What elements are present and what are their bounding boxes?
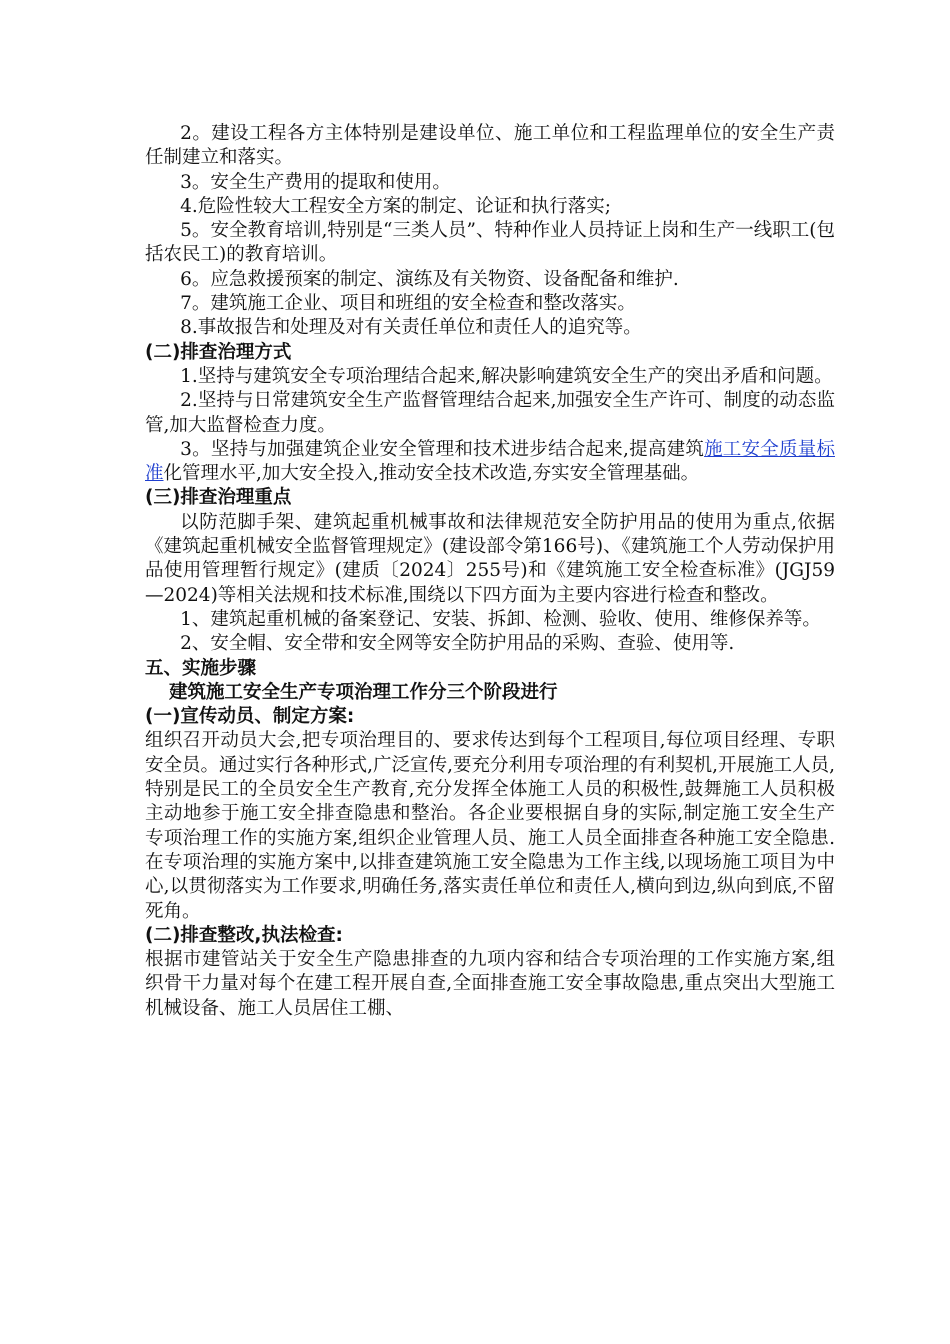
paragraph-item-2: 2。建设工程各方主体特别是建设单位、施工单位和工程监理单位的安全生产责任制建立和落实。: [145, 123, 835, 169]
paragraph-item-7: 7。建筑施工企业、项目和班组的安全检查和整改落实。: [180, 293, 636, 315]
paragraph-item-3: 3。安全生产费用的提取和使用。: [180, 171, 451, 193]
method-item-3-text-b: 化管理水平,加大安全投入,推动安全技术改造,夯实安全管理基础。: [163, 463, 700, 485]
method-item-3: [145, 438, 835, 487]
paragraph-item-4: 4.危险性较大工程安全方案的制定、论证和执行落实;: [180, 195, 612, 217]
stages-heading: 建筑施工安全生产专项治理工作分三个阶段进行: [169, 681, 558, 703]
focus-item-1: 1、建筑起重机械的备案登记、安装、拆卸、检测、验收、使用、维修保养等。: [180, 608, 821, 630]
stage-1-paragraph: 组织召开动员大会,把专项治理目的、要求传达到每个工程项目,每位项目经理、专职安全员。通过实行各种形式,广泛宣传,要充分利用专项治理的有利契机,开展施工人员,特别是民工的全员安全生产教育,充分发挥全体施工人员的积极性,鼓舞施工人员积极主动地参于施工安全排查隐患和整治。各企业要根据自身的实际,制定施工安全生产专项治理工作的实施方案,组织企业管理人员、施工人员全面排查各种施工安全隐患.在专项治理的实施方案中,以排查建筑施工安全隐患为工作主线,以现场施工项目为中心,以贯彻落实为工作要求,明确任务,落实责任单位和责任人,横向到边,纵向到底,不留死角。: [145, 730, 835, 922]
standard-link[interactable]: 施工安全质量标准: [145, 438, 835, 485]
paragraph-item-5: 5。安全教育培训,特别是“三类人员”、特种作业人员持证上岗和生产一线职工(包括农民工)的教育培训。: [145, 220, 835, 266]
section-heading-focus: (三)排查治理重点: [145, 487, 292, 509]
stage-2-paragraph: 根据市建管站关于安全生产隐患排查的九项内容和结合专项治理的工作实施方案,组织骨干力量对每个在建工程开展自查,全面排查施工安全事故隐患,重点突出大型施工机械设备、施工人员居住工棚、: [145, 949, 835, 1019]
document-body: [145, 122, 835, 1021]
stage-1-heading: (一)宣传动员、制定方案:: [145, 706, 355, 728]
stage-2-heading: (二)排查整改,执法检查:: [145, 924, 343, 946]
focus-paragraph: 以防范脚手架、建筑起重机械事故和法律规范安全防护用品的使用为重点,依据《建筑起重机械安全监督管理规定》(建设部令第166号)、《建筑施工个人劳动保护用品使用管理暂行规定》(建质〔2024〕255号)和《建筑施工安全检查标准》(JGJ59—2024)等相关法规和技术标准,围绕以下四方面为主要内容进行检查和整改。: [145, 511, 835, 606]
section-heading-steps: 五、实施步骤: [145, 657, 257, 679]
paragraph-item-6: 6。应急救援预案的制定、演练及有关物资、设备配备和维护.: [180, 268, 679, 290]
paragraph-item-8: 8.事故报告和处理及对有关责任单位和责任人的追究等。: [180, 317, 642, 339]
method-item-2: 2.坚持与日常建筑安全生产监督管理结合起来,加强安全生产许可、制度的动态监管,加大监督检查力度。: [145, 390, 835, 436]
method-item-1: 1.坚持与建筑安全专项治理结合起来,解决影响建筑安全生产的突出矛盾和问题。: [180, 365, 833, 387]
method-item-3-text-a: 3。坚持与加强建筑企业安全管理和技术进步结合起来,提高建筑: [180, 438, 705, 460]
section-heading-method: (二)排查治理方式: [145, 341, 292, 363]
focus-item-2: 2、安全帽、安全带和安全网等安全防护用品的采购、查验、使用等.: [180, 633, 735, 655]
